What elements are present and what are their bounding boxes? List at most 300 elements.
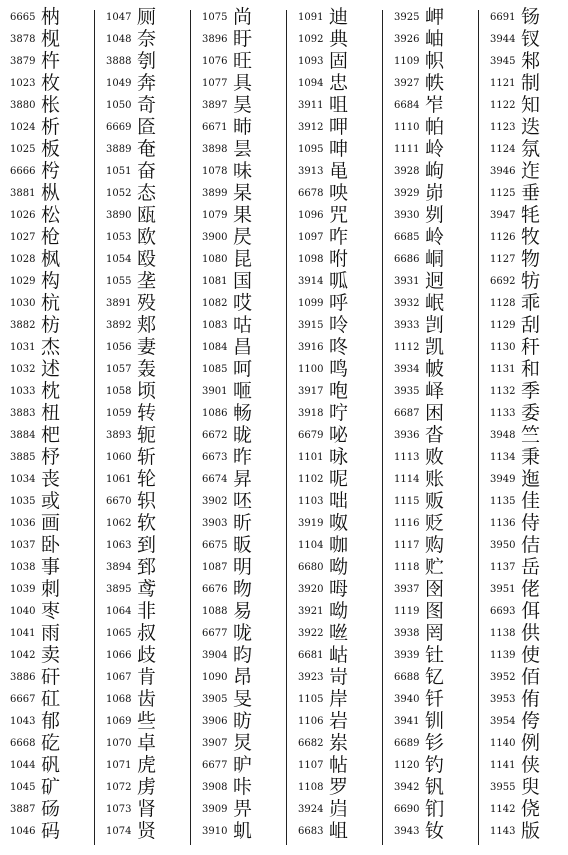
entry-character: 乖 [521, 292, 543, 314]
entry-number: 3903 [202, 518, 228, 529]
entry-row [0, 116, 92, 138]
entry-row [192, 710, 284, 732]
entry-number: 3949 [490, 474, 516, 485]
entry-row [288, 204, 380, 226]
entry-row [96, 248, 188, 270]
entry-character: 岿 [329, 798, 351, 820]
entry-row [480, 292, 568, 314]
entry-character: 鸢 [137, 578, 159, 600]
entry-row [384, 798, 476, 820]
entry-row [96, 578, 188, 600]
entry-row [96, 424, 188, 446]
entry-character: 剀 [425, 314, 447, 336]
entry-row [192, 820, 284, 842]
entry-number: 3899 [202, 188, 228, 199]
entry-number: 3951 [490, 584, 516, 595]
entry-character: 岝 [425, 94, 447, 116]
entry-character: 盱 [233, 28, 255, 50]
entry-row [192, 754, 284, 776]
entry-row [288, 270, 380, 292]
entry-character: 述 [41, 358, 63, 380]
entry-row [192, 798, 284, 820]
entry-character: 殴 [137, 248, 159, 270]
entry-character: 图 [425, 600, 447, 622]
entry-character: 矸 [41, 666, 63, 688]
entry-character: 帜 [425, 50, 447, 72]
entry-character: 奄 [137, 138, 159, 160]
entry-character: 迪 [329, 6, 351, 28]
entry-character: 昈 [233, 754, 255, 776]
entry-row [288, 358, 380, 380]
entry-number: 1066 [106, 650, 132, 661]
entry-number: 3942 [394, 782, 420, 793]
entry-row [384, 116, 476, 138]
entry-character: 枫 [41, 248, 63, 270]
entry-number: 1043 [10, 716, 36, 727]
entry-character: 呢 [329, 468, 351, 490]
entry-character: 虏 [137, 776, 159, 798]
entry-number: 1097 [298, 232, 324, 243]
entry-character: 使 [521, 644, 543, 666]
entry-row [0, 578, 92, 600]
entry-number: 6681 [298, 650, 324, 661]
entry-number: 3892 [106, 320, 132, 331]
entry-character: 刮 [521, 314, 543, 336]
entry-character: 咙 [233, 622, 255, 644]
entry-row [288, 556, 380, 578]
entry-number: 1023 [10, 78, 36, 89]
entry-character: 杵 [41, 50, 63, 72]
entry-row [384, 72, 476, 94]
entry-row [192, 578, 284, 600]
entry-character: 果 [233, 204, 255, 226]
entry-row [96, 622, 188, 644]
entry-row [384, 776, 476, 798]
entry-number: 1047 [106, 12, 132, 23]
entry-number: 1107 [298, 760, 324, 771]
entry-number: 1042 [10, 650, 36, 661]
entry-character: 贮 [425, 556, 447, 578]
entry-number: 1068 [106, 694, 132, 705]
entry-row [96, 688, 188, 710]
entry-number: 6675 [202, 540, 228, 551]
entry-row [480, 820, 568, 842]
entry-row [384, 710, 476, 732]
entry-number: 1060 [106, 452, 132, 463]
entry-row [96, 402, 188, 424]
entry-character: 事 [41, 556, 63, 578]
entry-character: 帔 [425, 358, 447, 380]
entry-number: 1136 [490, 518, 516, 529]
entry-number: 1032 [10, 364, 36, 375]
entry-character: 瓯 [137, 204, 159, 226]
entry-number: 1101 [298, 452, 324, 463]
entry-character: 枞 [41, 182, 63, 204]
entry-number: 1071 [106, 760, 132, 771]
entry-number: 3926 [394, 34, 420, 45]
entry-number: 1139 [490, 650, 516, 661]
column-divider [286, 10, 287, 845]
entry-number: 1053 [106, 232, 132, 243]
entry-number: 1038 [10, 562, 36, 573]
entry-character: 杭 [41, 292, 63, 314]
entry-row [0, 248, 92, 270]
entry-number: 1058 [106, 386, 132, 397]
entry-character: 咂 [233, 380, 255, 402]
entry-number: 3883 [10, 408, 36, 419]
entry-number: 3889 [106, 144, 132, 155]
entry-row [480, 600, 568, 622]
entry-character: 供 [521, 622, 543, 644]
entry-character: 委 [521, 402, 543, 424]
entry-number: 1095 [298, 144, 324, 155]
entry-row [288, 28, 380, 50]
entry-row [192, 644, 284, 666]
entry-row [480, 28, 568, 50]
entry-character: 非 [137, 600, 159, 622]
entry-number: 1118 [394, 562, 420, 573]
entry-character: 侍 [521, 512, 543, 534]
entry-number: 6690 [394, 804, 420, 815]
entry-number: 3938 [394, 628, 420, 639]
entry-character: 呤 [329, 314, 351, 336]
entry-character: 虎 [137, 754, 159, 776]
entry-row [0, 50, 92, 72]
entry-number: 1114 [394, 474, 420, 485]
entry-row [288, 578, 380, 600]
entry-row [96, 732, 188, 754]
entry-number: 3915 [298, 320, 324, 331]
entry-row [192, 534, 284, 556]
entry-number: 3888 [106, 56, 132, 67]
entry-number: 3914 [298, 276, 324, 287]
entry-row [384, 358, 476, 380]
entry-row [288, 512, 380, 534]
entry-number: 1132 [490, 386, 516, 397]
entry-character: 咇 [329, 424, 351, 446]
entry-number: 6665 [10, 12, 36, 23]
entry-row [0, 182, 92, 204]
entry-row [288, 622, 380, 644]
entry-number: 3931 [394, 276, 420, 287]
entry-number: 1070 [106, 738, 132, 749]
entry-number: 1077 [202, 78, 228, 89]
entry-row [480, 534, 568, 556]
entry-number: 3924 [298, 804, 324, 815]
entry-character: 杷 [41, 424, 63, 446]
entry-row [384, 512, 476, 534]
entry-character: 咋 [329, 226, 351, 248]
entry-character: 味 [233, 160, 255, 182]
entry-number: 1049 [106, 78, 132, 89]
entry-row [96, 556, 188, 578]
entry-row [96, 160, 188, 182]
entry-row [96, 776, 188, 798]
entry-character: 枋 [41, 314, 63, 336]
entry-row [0, 600, 92, 622]
entry-number: 1030 [10, 298, 36, 309]
entry-number: 1126 [490, 232, 516, 243]
entry-row [288, 776, 380, 798]
entry-number: 3936 [394, 430, 420, 441]
entry-row [384, 50, 476, 72]
entry-character: 岣 [425, 160, 447, 182]
entry-number: 3937 [394, 584, 420, 595]
entry-number: 3910 [202, 826, 228, 837]
entry-row [384, 138, 476, 160]
entry-character: 刳 [137, 50, 159, 72]
entry-character: 侉 [521, 710, 543, 732]
entry-row [0, 446, 92, 468]
entry-number: 1041 [10, 628, 36, 639]
entry-number: 3943 [394, 826, 420, 837]
entry-number: 6677 [202, 760, 228, 771]
entry-number: 6676 [202, 584, 228, 595]
entry-character: 尚 [233, 6, 255, 28]
entry-number: 1141 [490, 760, 516, 771]
entry-column [480, 6, 568, 852]
entry-row [96, 798, 188, 820]
entry-row [288, 160, 380, 182]
entry-number: 1075 [202, 12, 228, 23]
entry-number: 1024 [10, 122, 36, 133]
entry-number: 1031 [10, 342, 36, 353]
entry-row [0, 732, 92, 754]
entry-character: 困 [425, 402, 447, 424]
entry-character: 呣 [329, 578, 351, 600]
entry-number: 1134 [490, 452, 516, 463]
entry-number: 1087 [202, 562, 228, 573]
entry-number: 1036 [10, 518, 36, 529]
entry-row [192, 270, 284, 292]
entry-character: 畀 [233, 798, 255, 820]
entry-row [384, 248, 476, 270]
entry-character: 钔 [425, 798, 447, 820]
entry-row [288, 666, 380, 688]
entry-row [96, 754, 188, 776]
entry-character: 呵 [233, 358, 255, 380]
entry-number: 3880 [10, 100, 36, 111]
entry-row [288, 182, 380, 204]
entry-number: 1080 [202, 254, 228, 265]
entry-number: 3885 [10, 452, 36, 463]
entry-row [96, 644, 188, 666]
entry-number: 6692 [490, 276, 516, 287]
column-divider [190, 10, 191, 845]
entry-character: 炅 [233, 732, 255, 754]
entry-number: 1084 [202, 342, 228, 353]
entry-row [480, 160, 568, 182]
entry-character: 物 [521, 248, 543, 270]
entry-character: 咚 [329, 336, 351, 358]
entry-row [480, 424, 568, 446]
entry-number: 3895 [106, 584, 132, 595]
entry-row [192, 688, 284, 710]
entry-number: 6689 [394, 738, 420, 749]
entry-row [480, 710, 568, 732]
entry-character: 沓 [425, 424, 447, 446]
entry-number: 1051 [106, 166, 132, 177]
entry-character: 郏 [137, 314, 159, 336]
entry-row [192, 776, 284, 798]
entry-character: 牧 [521, 226, 543, 248]
entry-number: 3894 [106, 562, 132, 573]
entry-character: 卧 [41, 534, 63, 556]
entry-character: 欧 [137, 226, 159, 248]
entry-number: 1115 [394, 496, 420, 507]
entry-number: 1073 [106, 804, 132, 815]
entry-number: 6666 [10, 166, 36, 177]
entry-number: 3896 [202, 34, 228, 45]
entry-row [384, 292, 476, 314]
entry-row [480, 226, 568, 248]
entry-row [384, 402, 476, 424]
entry-number: 6679 [298, 430, 324, 441]
entry-row [288, 94, 380, 116]
entry-character: 畅 [233, 402, 255, 424]
entry-character: 郅 [137, 556, 159, 578]
entry-row [384, 534, 476, 556]
entry-row [192, 72, 284, 94]
entry-row [0, 754, 92, 776]
entry-number: 1033 [10, 386, 36, 397]
entry-character: 囹 [425, 578, 447, 600]
entry-row [480, 94, 568, 116]
entry-number: 1074 [106, 826, 132, 837]
entry-row [288, 6, 380, 28]
entry-number: 3921 [298, 606, 324, 617]
entry-row [96, 380, 188, 402]
entry-number: 3922 [298, 628, 324, 639]
entry-character: 矻 [41, 732, 63, 754]
entry-row [480, 754, 568, 776]
entry-character: 邾 [521, 50, 543, 72]
entry-character: 昀 [233, 644, 255, 666]
entry-number: 6668 [10, 738, 36, 749]
entry-row [480, 446, 568, 468]
entry-character: 帕 [425, 116, 447, 138]
entry-number: 3954 [490, 716, 516, 727]
entry-character: 卓 [137, 732, 159, 754]
entry-number: 1064 [106, 606, 132, 617]
entry-number: 1025 [10, 144, 36, 155]
entry-row [480, 688, 568, 710]
entry-character: 松 [41, 204, 63, 226]
entry-character: 国 [233, 270, 255, 292]
entry-number: 3919 [298, 518, 324, 529]
entry-character: 卖 [41, 644, 63, 666]
entry-number: 3912 [298, 122, 324, 133]
entry-row [480, 72, 568, 94]
entry-row [0, 72, 92, 94]
column-divider [94, 10, 95, 845]
entry-number: 1083 [202, 320, 228, 331]
entry-number: 1059 [106, 408, 132, 419]
entry-character: 砀 [41, 798, 63, 820]
entry-number: 1109 [394, 56, 420, 67]
entry-character: 呷 [329, 116, 351, 138]
entry-number: 3907 [202, 738, 228, 749]
entry-character: 昕 [233, 512, 255, 534]
entry-character: 昨 [233, 446, 255, 468]
entry-row [288, 424, 380, 446]
entry-row [288, 336, 380, 358]
entry-number: 3902 [202, 496, 228, 507]
entry-character: 杼 [41, 446, 63, 468]
entry-character: 贬 [425, 512, 447, 534]
entry-number: 1103 [298, 496, 324, 507]
entry-character: 牥 [521, 270, 543, 292]
entry-number: 1054 [106, 254, 132, 265]
entry-character: 岭 [425, 138, 447, 160]
entry-row [0, 358, 92, 380]
entry-number: 1029 [10, 276, 36, 287]
entry-character: 岭 [425, 226, 447, 248]
entry-number: 3927 [394, 78, 420, 89]
entry-character: 垂 [521, 182, 543, 204]
entry-row [0, 666, 92, 688]
entry-character: 钐 [425, 732, 447, 754]
entry-character: 昆 [233, 248, 255, 270]
entry-number: 1076 [202, 56, 228, 67]
entry-character: 枍 [41, 160, 63, 182]
entry-row [480, 336, 568, 358]
entry-character: 凯 [425, 336, 447, 358]
entry-number: 3891 [106, 298, 132, 309]
entry-character: 呶 [329, 512, 351, 534]
entry-number: 1111 [394, 144, 420, 155]
entry-row [192, 248, 284, 270]
entry-row [288, 138, 380, 160]
entry-number: 1067 [106, 672, 132, 683]
entry-character: 枚 [41, 72, 63, 94]
entry-row [96, 204, 188, 226]
entry-row [96, 358, 188, 380]
entry-number: 3879 [10, 56, 36, 67]
entry-row [192, 94, 284, 116]
entry-character: 明 [233, 556, 255, 578]
entry-character: 杲 [233, 182, 255, 204]
entry-row [0, 138, 92, 160]
entry-character: 枘 [41, 6, 63, 28]
entry-character: 秉 [521, 446, 543, 468]
entry-row [96, 512, 188, 534]
entry-character: 峒 [425, 248, 447, 270]
entry-number: 1106 [298, 716, 324, 727]
column-divider [478, 10, 479, 845]
entry-number: 1104 [298, 540, 324, 551]
entry-number: 1040 [10, 606, 36, 617]
entry-number: 1078 [202, 166, 228, 177]
entry-row [480, 732, 568, 754]
entry-row [192, 512, 284, 534]
entry-row [384, 28, 476, 50]
entry-row [480, 622, 568, 644]
entry-character: 构 [41, 270, 63, 292]
entry-row [192, 666, 284, 688]
entry-row [96, 72, 188, 94]
entry-row [192, 358, 284, 380]
entry-row [0, 798, 92, 820]
entry-character: 钖 [521, 6, 543, 28]
entry-character: 昌 [233, 336, 255, 358]
entry-character: 斩 [137, 446, 159, 468]
entry-row [192, 600, 284, 622]
entry-row [192, 182, 284, 204]
entry-row [480, 204, 568, 226]
entry-character: 咄 [329, 490, 351, 512]
entry-character: 购 [425, 534, 447, 556]
